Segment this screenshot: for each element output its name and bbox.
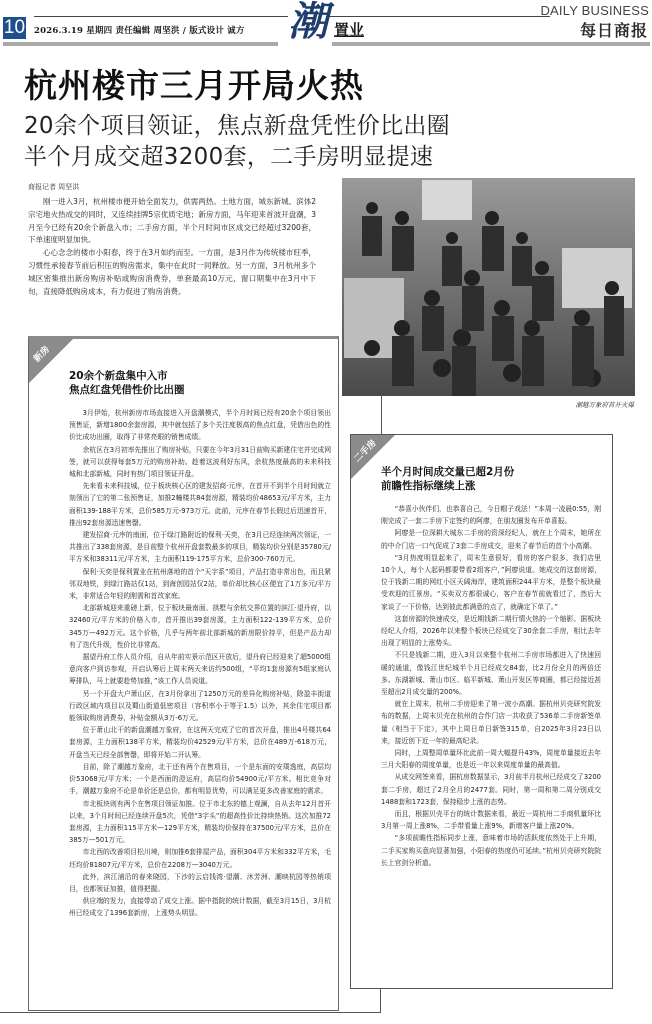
subhead: 半个月成交超3200套，二手房明显提速 bbox=[24, 144, 434, 170]
headline: 杭州楼市三月开局火热 bbox=[24, 66, 364, 105]
paragraph: 不只是钱新二期，进入3月以来整个杭州二手房市场都进入了快速回暖的通道，像钱江世纪城半个月已经成交84套，比2月份全月的两倍还多。东湖新城、萧山市区、临平新城、萧山开发区等商圈，都已经接近甚至超出2月成交量的200%。 bbox=[381, 651, 601, 697]
section-body bbox=[381, 503, 601, 869]
date-line: 2026.3.19 星期四 责任编辑 周坚洪 / 版式设计 诚方 bbox=[34, 26, 245, 36]
paragraph: 从成交网签来看，据杭房数据显示，3月前半月杭州已经成交了3200套二手房，超过了2月全月的2477套。同时，第一周和第二周分别成交1488套和1723套，保持稳步上涨的态势。 bbox=[381, 773, 601, 806]
paragraph: 目前，除了潮越万象府，北干还有两个在售项目，一个是东面的安璞逸庭，高层均价53068元/平方米；一个是西面的澄运府，高层均价54900元/平方米。相比竞争对手，潮越万象府不论是单价还是总价，都有明显优势，可以满足更多改善家庭的需求。 bbox=[69, 762, 331, 796]
photo-caption: 潮越万象府首开火爆 bbox=[575, 401, 634, 409]
paragraph: 余杭区在3月初率先推出了购房补贴，只要在今年3月31日前购买新建住宅并完成网签，就可以获得每套5万元的购房补助。趁着这波利好东风，余杭热度最高的未来科技城和北部新城，同时有热门项目领证开盘。 bbox=[69, 445, 331, 479]
paragraph: “恭喜小伙伴们，也恭喜自己，今日帽子戏法！”本周一凌晨0:55，刚刚完成了一套二手房下定签约的阿廖，在朋友圈发布开单喜报。 bbox=[381, 505, 601, 526]
corner-tag-label: 二手房 bbox=[352, 438, 379, 465]
paragraph: 市北板块则有两个在售项目领证加推。位于市北东的德上观澜，自从去年12月首开以来，3个月时间已经连续开盘5次，凭借“3字头”的超高性价比持续热销。这次加推72套房源，主力面积115平方米—129平方米，精装均价保持在37500元/平方米，总价在385万—501万元。 bbox=[69, 799, 331, 845]
new-homes-section bbox=[28, 336, 339, 1011]
section-title: 20余个新盘集中入市 bbox=[69, 370, 168, 382]
page-number: 10 bbox=[3, 17, 26, 38]
section-name: 置业 bbox=[334, 21, 365, 39]
header-rule bbox=[34, 16, 288, 17]
byline: 商报记者 周坚洪 bbox=[28, 183, 80, 191]
paragraph: 同时，上周整周单量环比此前一周大幅提升43%，周度单量接近去年三月大阳春的周度单量，也是近一年以来周度单量的最高值。 bbox=[381, 749, 601, 770]
connector-line bbox=[380, 988, 381, 1013]
paragraph: 北部新城迎来重磅上新，位于板块最南面、拱墅与余杭交界位置的滨江·望丹府，以32460元/平方米的价格入市，首开推出39套房源，主力面积122-139平方米，总价345万—492万元。这个价格，几乎与两年前北部新城的新房限价持平，但是产品力却有了迭代升级，性价比非常高。 bbox=[69, 604, 331, 649]
intro-text bbox=[28, 196, 316, 298]
paragraph: 这套房源的快速成交，是近期钱新二期行情火热的一个缩影。据板块经纪人介绍，2026年以来整个板块已经成交了30余套二手房，相比去年出现了明显的上涨势头。 bbox=[381, 614, 601, 648]
subhead: 20余个项目领证，焦点新盘凭性价比出圈 bbox=[24, 113, 450, 139]
paragraph: “3月热度明显起来了，周末生意很好，看房的客户很多，我们店里10个人，每个人起码都要带看2组客户，”阿廖说道。她成交的这套房源，位于钱新二期的网红小区天阔海岸，建筑面积244平方米，是整个板块最受欢迎的江景房。“买卖双方都很诚心，客户在春节前就看过了，然后大家谈了一下价格，达到彼此都满意的点了，就确定下单了。” bbox=[381, 553, 601, 611]
paragraph: 阿廖是一位深耕大城东二手房的资深经纪人，就在上个周末，她所在的中介门店一口气促成了3套二手房成交，迎来了春节后的首个小高潮。 bbox=[381, 529, 601, 550]
paragraph: 此外，滨江浦沿的春来晓园，下沙的云启钱湾·望潮、沐芳洲、潮映杭园等热销项目，也都领证加推，值得把握。 bbox=[69, 872, 331, 893]
section-title: 前瞻性指标继续上涨 bbox=[381, 480, 476, 492]
section-title: 焦点红盘凭借性价比出圈 bbox=[69, 384, 185, 396]
paragraph: 保利·天奕是保利置业在杭州落地的首个“天字系”项目，产品打造非常出色，而且紧邻双地铁，到绿汀路站仅1站，到海创园站仅2站，单价却比核心区便宜了1万多元/平方米，非常适合年轻的刚需和首改家庭。 bbox=[69, 567, 331, 601]
paragraph: 供应端的发力，直接带动了成交上涨。据中指院的统计数据，截至3月15日，3月杭州已经成交了1396套新房，上涨势头明显。 bbox=[69, 897, 331, 918]
paragraph: 而且，根据贝壳平台的统计数据来看，最近一周杭州二手商机量环比3月第一周上涨8%，二手带看量上涨9%，新增客户量上涨20%。 bbox=[381, 810, 601, 831]
paragraph: 建发招商·元序的南面，位于绿汀路附近的保利·天奕，在3月已经连续两次领证，一共推出了338套房源，是目前整个杭州开盘套数最多的项目，精装均价分别是35780元/平方米和38311元/平方米，主力面积119-175平方米，总价300-760万元。 bbox=[69, 531, 331, 564]
paragraph: 先来看未来科技城，位于板块核心区的建发招商·元序，在首开不到半个月时间就立刻领出了它的第二张预售证，加推2幢楼共84套房源，精装均价48653元/平方米，主力面积139-188平方米，总价585万元-973万元。此前，元序在春节长假过后迅速首开，推出92套房源迅速售罄。 bbox=[69, 482, 331, 527]
photo-illustration bbox=[342, 178, 635, 396]
paragraph: 市北西的改善项目松川境，则加推6套排屋产品，面积304平方米和332平方米，毛坯均价81807元/平方米，总价在2208万—3040万元。 bbox=[69, 848, 331, 869]
paper-name-en: DAILY BUSINESS bbox=[540, 3, 649, 18]
resale-section bbox=[350, 434, 613, 989]
section-body bbox=[69, 407, 331, 920]
paragraph: 就在上周末，杭州二手房迎来了第一波小高潮。据杭州贝壳研究院发布的数据，上周末贝壳在杭州的合作门店一共收获了536单二手房新签单量（相当于下定），其中上周日单日新签315单，自2025年3月23日以来，接近创下近一年的最高纪录。 bbox=[381, 700, 601, 745]
header-gray-bar bbox=[3, 42, 278, 46]
paragraph: 3月伊始，杭州新房市场直接进入开盘潮模式，半个月时间已经有20余个项目领出预售证，新增1800余套房源，其中就包括了多个关注度极高的焦点红盘，凭借出色的性价比成功出圈，取得了非常亮眼的销售成绩。 bbox=[69, 409, 331, 442]
paragraph: 心心念念的楼市小阳春，终于在3月如约而至。一方面，是3月作为传统楼市旺季，习惯性承接春节前后积压的购房需求，集中在此时一同释放。另一方面，3月杭州多个城区密集推出新房购房补贴或购房消费券，单套最高10万元，窗口期集中在3月中下旬，直接降低购房成本，有力促进了购房消费。 bbox=[28, 248, 316, 296]
crowd-photo bbox=[342, 178, 635, 396]
corner-tag-label: 新房 bbox=[32, 344, 52, 365]
paper-name-cn: 每日商报 bbox=[579, 21, 648, 40]
header-rule bbox=[328, 16, 550, 17]
paragraph: 据望丹府工作人员介绍，自从年前实景示范区开放后，望丹府已经迎来了超5000组意向客户到访参观，开启认筹后上周末两天来访约500组，“平均1套房源有5组家庭认筹排队，马上就要趁势加推，”该工作人员说道。 bbox=[69, 653, 331, 686]
connector-line bbox=[0, 1012, 381, 1013]
header-gray-bar bbox=[332, 42, 650, 46]
section-logo: 潮 bbox=[288, 0, 328, 45]
section-title: 半个月时间成交量已超2月份 bbox=[381, 466, 515, 478]
paragraph: “多项前瞻性指标同步上涨，意味着市场的活跃度依然处于上升期，二手买家购买意向显著加强，小阳春的热度仍可延续。”杭州贝壳研究院院长上官剑分析道。 bbox=[381, 834, 601, 867]
paragraph: 位于萧山北干的新盘潮越万象府，在这两天完成了它的首次开盘，推出4号楼共64套房源，主力面积138平方米，精装均价42529元/平方米，总价在489万-618万元，开盘当天已经全部售罄，即将开始二开认筹。 bbox=[69, 726, 331, 759]
paragraph: 刚一进入3月，杭州楼市便开始全面发力，供需两热。土地方面，城东新城、滨体2宗宅地火热成交的同时，又连续挂牌5宗优质宅地；新房方面，马年迎来首波开盘潮，3月至今已经有20余个新盘入市；二手房方面，半个月时间市区成交已经超过3200套，下单速度明显加快。 bbox=[28, 197, 316, 245]
connector-line bbox=[381, 395, 382, 435]
paragraph: 另一个开盘大户萧山区，在3月份拿出了1250万元的差异化购房补贴，除盈丰街道行政区域内项目以及蜀山街道低密项目（容积率小于等于1.5）以外，其余住宅项目都能领取购房消费券，补贴金额从3万-6万元。 bbox=[69, 689, 331, 723]
